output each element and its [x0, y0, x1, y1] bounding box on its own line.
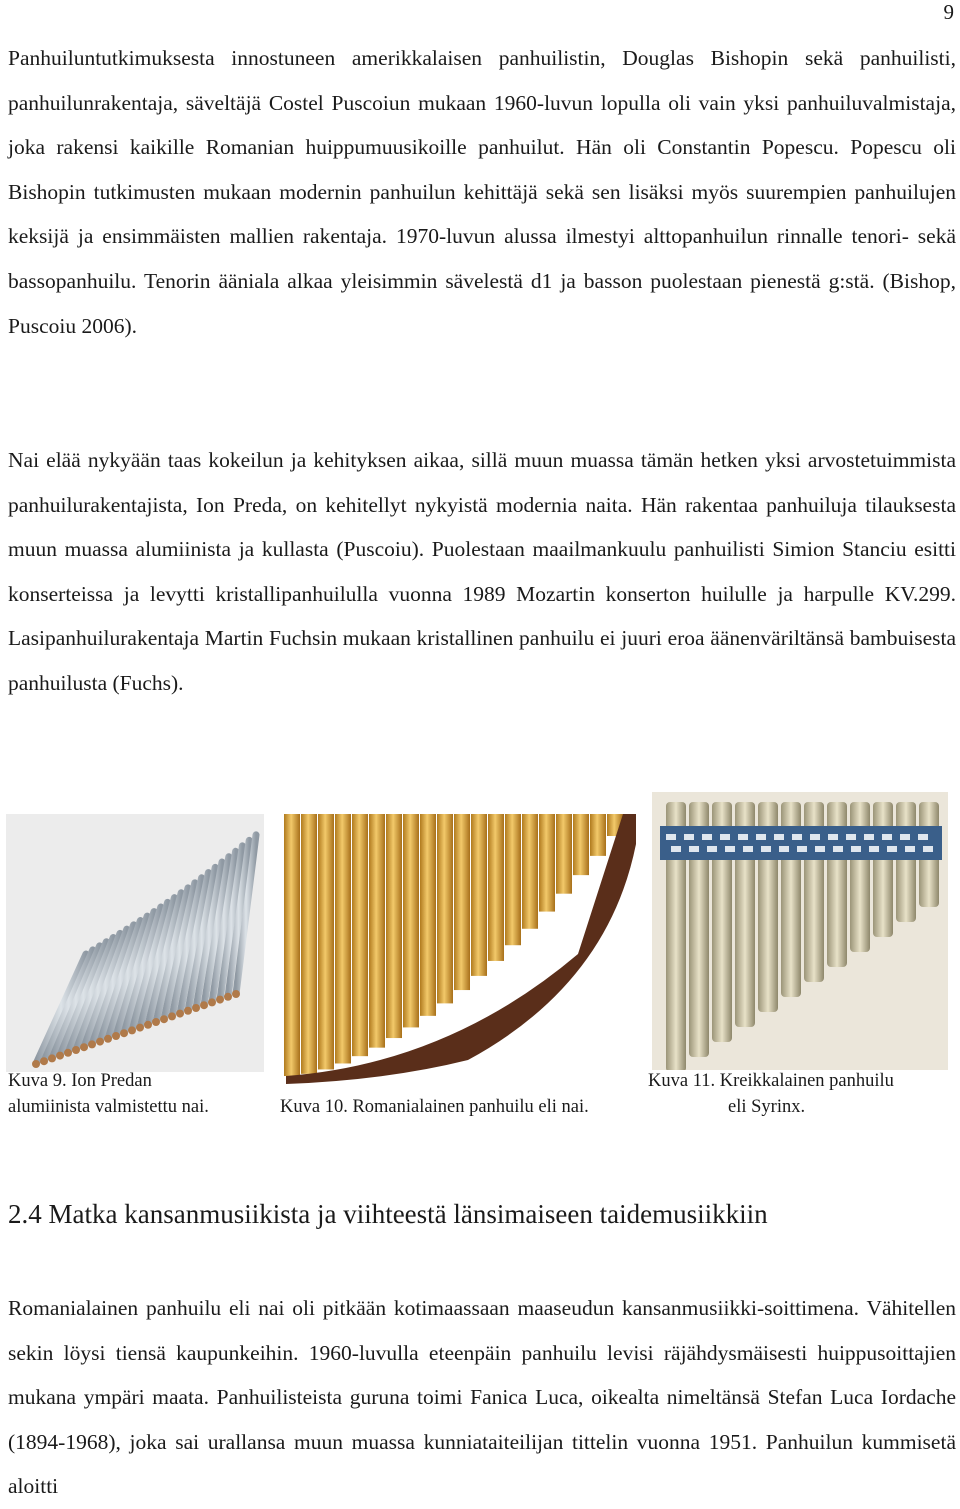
pipe-end	[208, 998, 216, 1006]
pipe-end	[80, 1043, 88, 1051]
pipe-end	[48, 1054, 56, 1062]
band-pattern-mark	[689, 846, 699, 852]
band-pattern-mark	[918, 834, 928, 840]
band-pattern-mark	[761, 846, 771, 852]
reed-pipe	[850, 802, 870, 952]
pipe-end	[216, 996, 224, 1004]
paragraph-3: Romanialainen panhuilu eli nai oli pitkään kotimaassaan maaseudun kansanmusiikki-soittimena. Vähitellen sekin löysi tiensä kaupunkeihin. 1960-luvulla eteenpäin panhuilu levisi räjähdysmäisesti huippusoittajien mukana ympäri maata. Panhuilisteista guruna toimi Fanica Luca, oikealta nimeltänsä Stefan Luca Iordache (1894-1968), joka sai urallansa muun muassa kunniataiteilijan tittelin vuonna 1951. Panhuilun kummisetä aloitti	[8, 1296, 956, 1499]
pipe-end	[96, 1038, 104, 1046]
band-pattern-mark	[846, 834, 856, 840]
caption-figure-11	[648, 1068, 958, 1120]
pipe-end	[152, 1018, 160, 1026]
pipe-end	[120, 1029, 128, 1037]
band-pattern-mark	[756, 834, 766, 840]
band-pattern-mark	[923, 846, 933, 852]
bamboo-pipe	[335, 814, 351, 1063]
bamboo-pipe	[318, 814, 334, 1069]
band-pattern-mark	[887, 846, 897, 852]
bamboo-pipe	[454, 814, 470, 990]
band-pattern-mark	[815, 846, 825, 852]
bamboo-pipe	[403, 814, 419, 1027]
bamboo-pipe	[471, 814, 487, 976]
reed-pipe	[896, 802, 916, 922]
pipe-end	[112, 1032, 120, 1040]
caption-9-line-2: alumiinista valmistettu nai.	[8, 1097, 209, 1117]
band-pattern-mark	[738, 834, 748, 840]
pipe-end	[88, 1040, 96, 1048]
pipe-end	[144, 1021, 152, 1029]
pipe-end	[32, 1060, 40, 1068]
band-pattern-mark	[707, 846, 717, 852]
pipe-end	[64, 1049, 72, 1057]
caption-11-line-2: eli Syrinx.	[728, 1097, 806, 1117]
paragraph-1: Panhuiluntutkimuksesta innostuneen amerikkalaisen panhuilistin, Douglas Bishopin sekä panhuilisti, panhuilunrakentaja, säveltäjä Costel Puscoiun mukaan 1960-luvun lopulla oli vain yksi panhuiluvalmistaja, joka rakensi kaikille Romanian huippumuusikoille panhuilut. Hän oli Constantin Popescu. Popescu oli Bishopin tutkimusten mukaan modernin panhuilun kehittäjä sekä sen lisäksi myös suurempien panhuilujen keksijä ja ensimmäisten mallien rakentaja. 1970-luvun alussa ilmestyi alttopanhuilun rinnalle tenori- sekä bassopanhuilu. Tenorin ääniala alkaa yleisimmin sävelestä d1 ja basson puolestaan pienestä g:stä. (Bishop, Puscoiu 2006).	[8, 46, 956, 338]
band-pattern-mark	[864, 834, 874, 840]
bamboo-pipe	[369, 814, 385, 1048]
bamboo-pipe	[284, 814, 300, 1076]
pipe-end	[40, 1057, 48, 1065]
band-pattern-mark	[725, 846, 735, 852]
bamboo-pipe	[437, 814, 453, 1003]
aluminium-panflute-image	[6, 814, 264, 1072]
band-pattern-mark	[869, 846, 879, 852]
pipe-end	[104, 1035, 112, 1043]
figure-10-romanian-nai	[278, 814, 638, 1084]
bamboo-pipe	[352, 814, 368, 1056]
band-pattern-mark	[666, 834, 676, 840]
band-pattern-mark	[882, 834, 892, 840]
band-pattern-mark	[702, 834, 712, 840]
caption-9-line-1: Kuva 9. Ion Predan	[8, 1071, 152, 1091]
band-pattern-mark	[833, 846, 843, 852]
pipe-end	[200, 1001, 208, 1009]
band-pattern-mark	[720, 834, 730, 840]
pipe-end	[176, 1010, 184, 1018]
reed-pipe	[873, 802, 893, 937]
band-pattern-mark	[774, 834, 784, 840]
bamboo-pipe	[522, 814, 538, 929]
romanian-nai-image	[278, 814, 638, 1084]
section-heading: 2.4 Matka kansanmusiikista ja viihteestä länsimaiseen taidemusiikkiin	[8, 1199, 768, 1229]
caption-11-line-1: Kuva 11. Kreikkalainen panhuilu	[648, 1071, 894, 1091]
caption-figure-10: Kuva 10. Romanialainen panhuilu eli nai.	[280, 1097, 589, 1117]
band-pattern-mark	[684, 834, 694, 840]
figure-9-aluminium-panflute	[6, 814, 264, 1072]
pipe-end	[232, 990, 240, 998]
band-pattern-mark	[743, 846, 753, 852]
pipe-end	[224, 993, 232, 1001]
pipe-end	[136, 1024, 144, 1032]
band-pattern-mark	[779, 846, 789, 852]
bamboo-pipe	[420, 814, 436, 1016]
bamboo-pipe	[488, 814, 504, 961]
band-pattern-mark	[671, 846, 681, 852]
band-pattern-mark	[905, 846, 915, 852]
band-pattern-mark	[792, 834, 802, 840]
pipe-end	[72, 1046, 80, 1054]
pipe-end	[128, 1026, 136, 1034]
caption-figure-9	[8, 1068, 268, 1120]
bamboo-pipe	[573, 814, 589, 875]
bamboo-pipe	[539, 814, 555, 912]
bamboo-pipe	[386, 814, 402, 1038]
pipe-end	[184, 1007, 192, 1015]
page-number: 9	[943, 0, 954, 24]
bamboo-pipe	[590, 814, 606, 856]
paragraph-2: Nai elää nykyään taas kokeilun ja kehityksen aikaa, sillä muun muassa tämän hetken yksi arvostetuimmista panhuilurakentajista, Ion Preda, on kehitellyt nykyistä modernia naita. Hän rakentaa panhuiluja tilauksesta muun muassa alumiinista ja kullasta (Puscoiu). Puolestaan maailmankuulu panhuilisti Simion Stanciu esitti konserteissa ja levytti kristallipanhuilulla vuonna 1989 Mozartin konserton huilulle ja harpulle KV.299. Lasipanhuilurakentaja Martin Fuchsin mukaan kristallinen panhuilu ei juuri eroa äänenväriltänsä bambuisesta panhuilusta (Fuchs).	[8, 448, 956, 695]
band-pattern-mark	[797, 846, 807, 852]
pipe-end	[160, 1015, 168, 1023]
bamboo-pipe	[556, 814, 572, 894]
bamboo-pipe	[505, 814, 521, 945]
band-pattern-mark	[810, 834, 820, 840]
pipe-end	[56, 1052, 64, 1060]
syrinx-image	[652, 792, 948, 1070]
bamboo-pipe	[301, 814, 317, 1074]
pipe-end	[168, 1012, 176, 1020]
figure-11-greek-syrinx	[652, 792, 948, 1070]
band-pattern-mark	[828, 834, 838, 840]
band-pattern-mark	[900, 834, 910, 840]
band-pattern-mark	[851, 846, 861, 852]
pipe-end	[192, 1004, 200, 1012]
